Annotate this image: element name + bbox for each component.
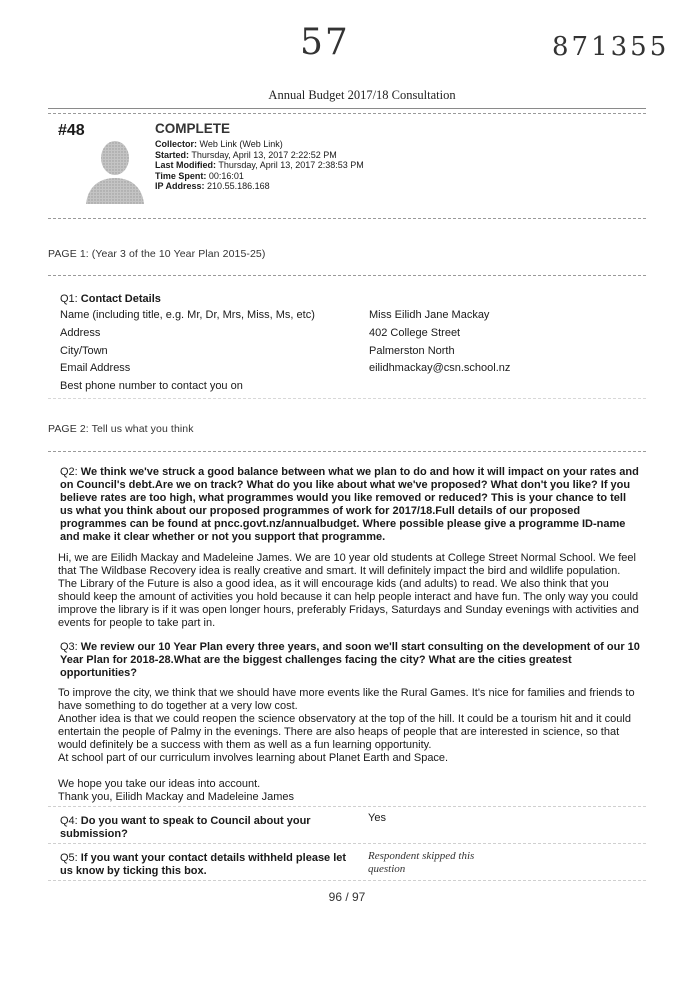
q3-answer-paragraph: Another idea is that we could reopen the science observatory at the top of the hill. It could be a tourism hit and it could entertain the people of Palmy in the evenings. There are also heaps of people that are interested in science, so that would definitely be a success with them as well as a fun learning opportunity.: [58, 713, 631, 751]
page2-heading: PAGE 2: Tell us what you think: [48, 423, 194, 435]
rule-3: [48, 398, 646, 399]
q1-label: City/Town: [60, 345, 108, 357]
q4-answer: Yes: [368, 812, 386, 824]
q1-row-email: [60, 362, 646, 380]
q3-closing-line: Thank you, Eilidh Mackay and Madeleine James: [58, 791, 295, 803]
q3-closing-line: We hope you take our ideas into account.: [58, 778, 261, 790]
response-meta: [155, 139, 475, 192]
q1-value: Palmerston North: [369, 345, 455, 357]
rule-1: [48, 218, 646, 219]
response-status: COMPLETE: [155, 121, 231, 136]
q3-answer-paragraph: To improve the city, we think that we should have more events like the Rural Games. It's nice for families and friends to have something to do together at a very low cost.: [58, 687, 635, 712]
meta-time-spent: Time Spent: 00:16:01: [155, 170, 244, 181]
q5-question: Q5: If you want your contact details withheld please let us know by ticking this box.: [60, 852, 347, 877]
q3-question: Q3: We review our 10 Year Plan every three years, and soon we'll start consulting on the development of our 10 Year Plan for 2018-28.What are the biggest challenges facing the city? What are the cities greatest opportunities?: [60, 641, 640, 679]
q5-answer: Respondent skipped this question: [368, 850, 475, 875]
page1-heading: PAGE 1: (Year 3 of the 10 Year Plan 2015-25): [48, 248, 266, 260]
handwritten-page-number: 57: [300, 22, 350, 63]
q2-answer: Hi, we are Eilidh Mackay and Madeleine James. We are 10 year old students at College Street Normal School. We feel that The Wildbase Recovery idea is really creative and smart. It will definitely impact the bird and wildlife population. The Library of the Future is also a good idea, as it will encourage kids (and adults) to read. We also think that you should keep the amount of activities you hold because it can help people interact and have fun. The only way you could improve the library is if it was open longer hours, preferably Fridays, Saturdays and Sunday evenings with activities and events for people to take part in.: [58, 552, 639, 629]
rule-5: [48, 806, 646, 807]
q1-title: Q1: Contact Details: [60, 293, 161, 305]
person-silhouette-icon: [82, 136, 148, 204]
handwritten-reference-number: 871355: [552, 32, 670, 62]
q1-label: Address: [60, 327, 101, 339]
q1-row-phone: [60, 380, 646, 398]
rule-2: [48, 275, 646, 276]
meta-started: Started: Thursday, April 13, 2017 2:22:52 PM: [155, 149, 337, 160]
response-number: #48: [58, 122, 85, 139]
meta-last-modified: Last Modified: Thursday, April 13, 2017 2:38:53 PM: [155, 160, 364, 170]
q2-question: Q2: We think we've struck a good balance between what we plan to do and how it will impact on your rates and on Council's debt.Are we on track? What do you like about what we've proposed? What don't you like? If you believe rates are too high, what programmes would you like removed or reduced? This is your chance to tell us what you think about our proposed programmes of work for 2017/18.Full details of our proposed programmes can be found at pncc.govt.nz/annualbudget. Where possible please give a programme ID-name and make it clear whether or not you support that programme.: [60, 466, 639, 543]
q1-label: Email Address: [60, 362, 131, 374]
q1-row-address: [60, 327, 646, 345]
q1-row-city: [60, 345, 646, 363]
header-rule-dashed: [48, 113, 646, 114]
q1-value: eilidhmackay@csn.school.nz: [369, 362, 511, 374]
q1-label: Best phone number to contact you on: [60, 380, 243, 392]
avatar: [82, 136, 148, 204]
meta-collector: Collector: Web Link (Web Link): [155, 139, 283, 149]
rule-7: [48, 880, 646, 881]
q1-value: Miss Eilidh Jane Mackay: [369, 309, 490, 321]
q1-label: Name (including title, e.g. Mr, Dr, Mrs, Miss, Ms, etc): [60, 309, 315, 321]
meta-ip-address: IP Address: 210.55.186.168: [155, 181, 270, 191]
rule-4: [48, 451, 646, 452]
rule-6: [48, 843, 646, 844]
q1-value: 402 College Street: [369, 327, 461, 339]
q3-answer: [58, 687, 640, 804]
header-rule: [48, 108, 646, 109]
q4-question: Q4: Do you want to speak to Council about your submission?: [60, 815, 311, 840]
q1-row-name: [60, 309, 646, 327]
document-title: Annual Budget 2017/18 Consultation: [268, 88, 456, 102]
page-indicator: 96 / 97: [328, 890, 366, 904]
q3-answer-paragraph: At school part of our curriculum involves learning about Planet Earth and Space.: [58, 752, 449, 764]
